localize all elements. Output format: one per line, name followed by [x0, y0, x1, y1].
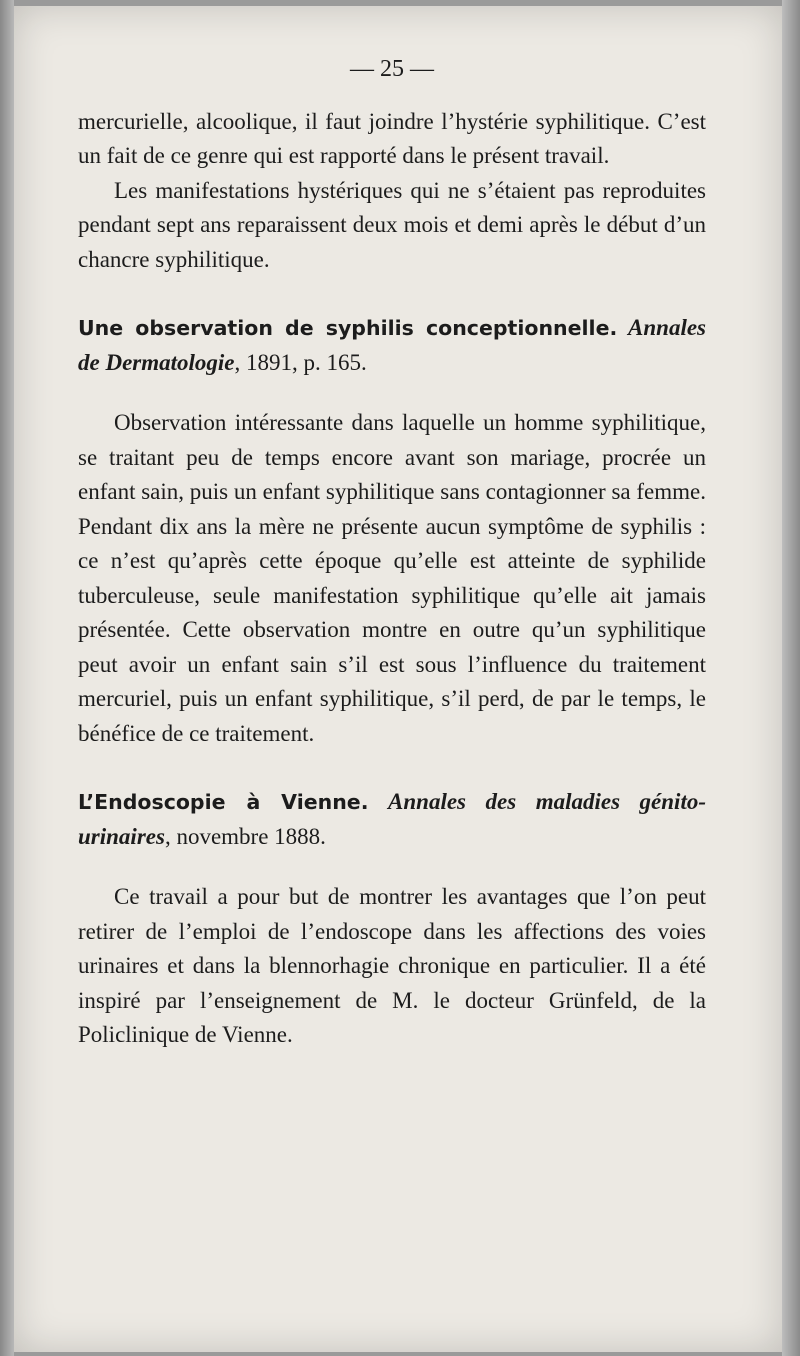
journal-name: Annales des maladies génito-urinaires	[78, 789, 706, 849]
citation-details: , 1891, p. 165.	[234, 349, 367, 375]
entry-body-endoscopie: Ce travail a pour but de montrer les avantages que l’on peut retirer de l’emploi de l’endoscope dans les affections des voies urinaires et dans la blennorhagie chronique en particulier. Il a été inspiré par l’enseignement de M. le docteur Grünfeld, de la Policlinique de Vienne.	[78, 884, 706, 1047]
citation-details: , novembre 1888.	[164, 823, 326, 849]
journal-name: Annales de Dermatologie	[78, 315, 706, 375]
page-text	[78, 52, 706, 1053]
scan-right-edge	[782, 0, 800, 1356]
entry-title: L’Endoscopie à Vienne.	[78, 790, 369, 814]
scan-left-edge	[0, 0, 14, 1356]
page-number: — 25 —	[350, 56, 434, 82]
entry-heading-syphilis-conceptionnelle	[78, 311, 706, 380]
paragraph-continuation: mercurielle, alcoolique, il faut joindre l’hystérie syphilitique. C’est un fait de ce genre qui est rapporté dans le présent travail.	[78, 108, 706, 168]
entry-heading-endoscopie	[78, 785, 706, 854]
paragraph-hysteria: Les manifestations hystériques qui ne s’étaient pas reproduites pendant sept ans reparaissent deux mois et demi après le début d’un chancre syphilitique.	[78, 177, 706, 272]
entry-title: Une observation de syphilis conceptionnelle.	[78, 316, 618, 340]
entry-body-syphilis-conceptionnelle: Observation intéressante dans laquelle un homme syphilitique, se traitant peu de temps encore avant son mariage, procrée un enfant sain, puis un enfant syphilitique sans contagionner sa femme. Pendant dix ans la mère ne présente aucun symptôme de syphilis : ce n’est qu’après cette époque qu’elle est atteinte de syphilide tuberculeuse, seule manifestation syphilitique qu’elle ait jamais présentée. Cette observation montre en outre qu’un syphilitique peut avoir un enfant sain s’il est sous l’influence du traitement mercuriel, puis un enfant syphilitique, s’il perd, de par le temps, le bénéfice de ce traitement.	[78, 410, 706, 746]
